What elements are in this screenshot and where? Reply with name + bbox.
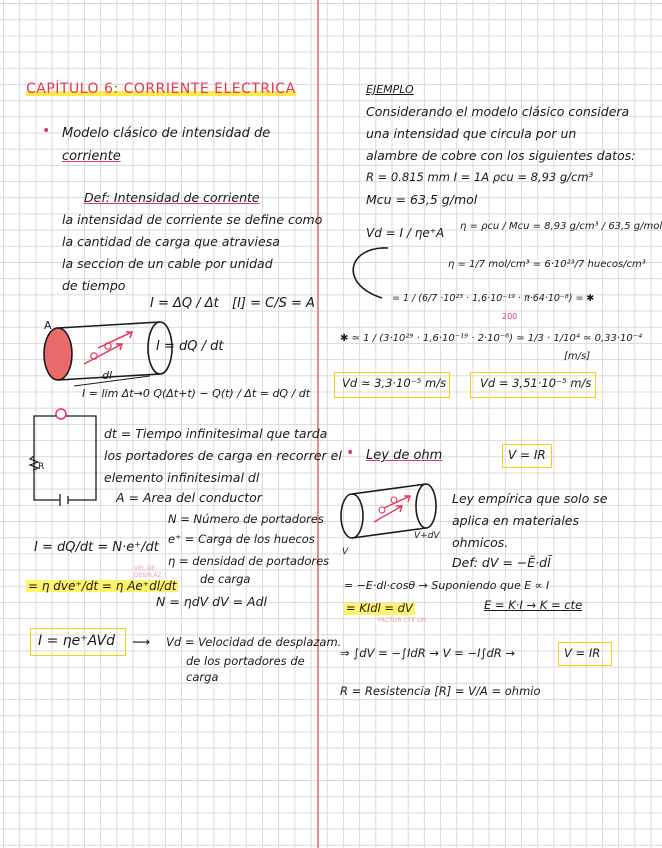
e-definition: e⁺ = Carga de los huecos [168,532,315,546]
kidl-equation: = KIdl = dV [346,601,413,615]
note-200: 200 [502,312,518,321]
example-line-3: alambre de cobre con los siguientes datos: [366,148,636,163]
bullet-ohm: • [346,445,355,461]
arrow-vd: ⟶ [132,634,150,649]
vd-definition: Vd = Velocidad de desplazam. [166,635,342,649]
e-ki-equation: E = K·I → K = cte [484,598,583,612]
integral-equation: ⇒ ∫dV = −∫IdR → V = −I∫dR → [340,646,516,660]
def-dv: Def: dV = −Ē·dl̄ [452,555,551,570]
formula-limit: I = lim Δt→0 Q(Δt+t) − Q(t) / Δt = dQ / dt [82,387,311,400]
data-line-1: R = 0.815 mm I = 1A ρcu = 8,93 g/cm³ [366,170,594,184]
def-line-4: de tiempo [62,278,126,293]
chapter-title: CAPÍTULO 6: CORRIENTE ELECTRICA [26,81,296,97]
vd-definition-2: de los portadores de [186,654,305,668]
margin-line [317,0,319,848]
eta-value: η = 1/7 mol/cm³ = 6·10²³/7 huecos/cm³ [448,259,646,270]
section1-heading-cont: corriente [62,149,121,164]
final-formula: I = ηe⁺AVd [38,633,115,649]
def-title: Def: Intensidad de corriente [84,190,260,205]
def-line-2: la cantidad de carga que atraviesa [62,234,280,249]
formula-I-N: I = dQ/dt = N·e⁺/dt [34,540,159,555]
label-resistor-R: R [38,462,45,472]
dv-equation: = −E·dl·cosθ → Suponiendo que E ∝ I [344,579,550,592]
dt-line-2: los portadores de carga en recorrer el [104,448,342,463]
star-equation: ✱ ≃ 1 / (3·10²⁹ · 1,6·10⁻¹⁹ · 2·10⁻⁶) ≃ 1/3 · 1/10⁴ ≃ 0,33·10⁻⁴ [340,333,643,344]
ohm-line-1: Ley empírica que solo se [452,491,608,506]
N-eq: N = ηdV dV = Adl [156,594,268,609]
section1-heading: Modelo clásico de intensidad de [62,126,271,141]
integral-box-text: V = IR [564,646,601,660]
label-v: V [342,547,349,557]
def-line-3: la seccion de un cable por unidad [62,256,273,271]
calc-line: = 1 / (6/7 ·10²³ · 1,6·10⁻¹⁹ · π·64·10⁻⁸) = ✱ [392,293,595,304]
dt-line-1: dt = Tiempo infinitesimal que tarda [104,426,328,441]
formula-eta-dl: = η dve⁺/dt = η Ae⁺dl/dt [28,579,177,593]
vd-definition-3: carga [186,670,219,684]
note-vel-desplaz: VEL DE DESPLAZ [134,565,162,579]
substitution-arrow [338,244,398,304]
vd-exact: Vd = 3,51·10⁻⁵ m/s [480,376,592,390]
label-area-A: A [44,319,52,332]
eta-definition-cont: de carga [200,572,251,586]
formula-I-dq: I = dQ / dt [156,339,224,354]
units-ms: [m/s] [564,351,591,362]
bullet-section1: • [42,123,51,139]
circuit-drawing [26,408,106,508]
formula-I-delta: I = ΔQ / Δt [150,296,219,311]
vd-equation: Vd = I / ηe⁺A [366,226,445,240]
example-line-2: una intensidad que circula por un [366,126,577,141]
area-definition: A = Area del conductor [116,490,262,505]
ohm-box-text: V = IR [508,448,546,462]
data-line-2: Mcu = 63,5 g/mol [366,192,478,207]
label-v-plus-dv: V+dV [414,531,440,541]
vd-approx: Vd ≃ 3,3·10⁻⁵ m/s [342,376,447,390]
note-factor-cte: FACTOR CTE DR [378,617,426,624]
eta-definition: η = densidad de portadores [168,554,330,568]
example-title: EJEMPLO [366,83,414,96]
dt-line-3: elemento infinitesimal dl [104,470,260,485]
formula-units: [I] = C/S = A [232,296,315,311]
label-dl: dl [102,369,113,382]
example-line-1: Considerando el modelo clásico considera [366,104,630,119]
ohm-title: Ley de ohm [366,448,443,463]
eta-equation: η = ρcu / Mcu = 8,93 g/cm³ / 63,5 g/mol [460,221,662,232]
resistance-definition: R = Resistencia [R] = V/A = ohmio [340,684,541,698]
ohm-line-3: ohmicos. [452,535,509,550]
ohm-line-2: aplica en materiales [452,513,580,528]
def-line-1: la intensidad de corriente se define como [62,212,323,227]
N-definition: N = Número de portadores [168,512,324,526]
